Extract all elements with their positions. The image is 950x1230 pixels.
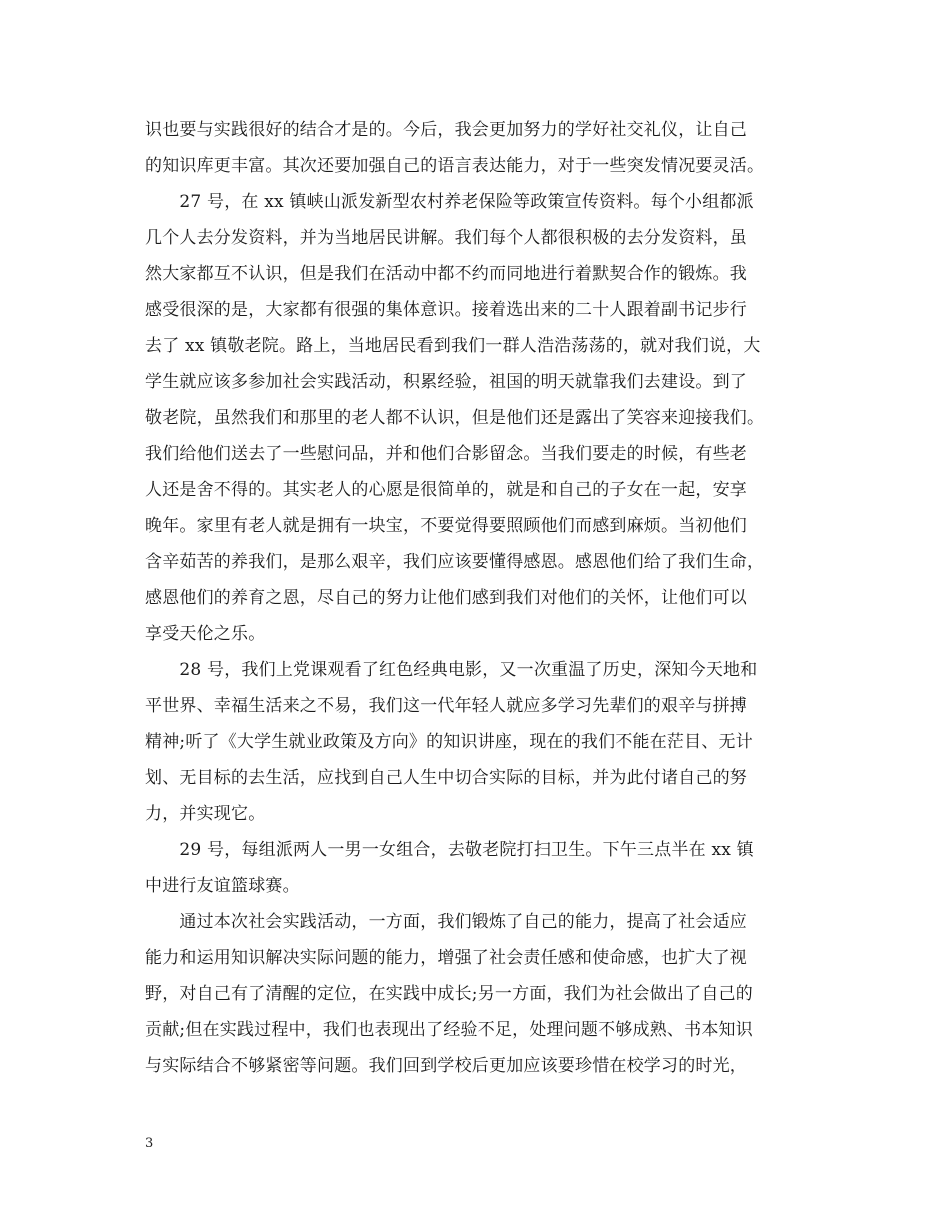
text-line: 的知识库更丰富。其次还要加强自己的语言表达能力，对于一些突发情况要灵活。 xyxy=(145,156,765,176)
text-line: 感受很深的是，大家都有很强的集体意识。接着选出来的二十人跟着副书记步行 xyxy=(145,300,747,320)
text-line: 28 号，我们上党课观看了红色经典电影，又一次重温了历史，深知今天地和 xyxy=(145,660,758,680)
text-line: 晚年。家里有老人就是拥有一块宝，不要觉得要照顾他们而感到麻烦。当初他们 xyxy=(145,516,747,536)
text-line: 敬老院，虽然我们和那里的老人都不认识，但是他们还是露出了笑容来迎接我们。 xyxy=(145,408,765,428)
text-line: 野，对自己有了清醒的定位，在实践中成长;另一方面，我们为社会做出了自己的 xyxy=(145,984,753,1004)
text-line: 贡献;但在实践过程中，我们也表现出了经验不足，处理问题不够成熟、书本知识 xyxy=(145,1020,753,1040)
text-line: 然大家都互不认识，但是我们在活动中都不约而同地进行着默契合作的锻炼。我 xyxy=(145,264,747,284)
text-line: 精神;听了《大学生就业政策及方向》的知识讲座，现在的我们不能在茫目、无计 xyxy=(145,732,753,752)
text-line: 感恩他们的养育之恩，尽自己的努力让他们感到我们对他们的关怀，让他们可以 xyxy=(145,588,747,608)
text-line: 与实际结合不够紧密等问题。我们回到学校后更加应该要珍惜在校学习的时光， xyxy=(145,1056,747,1076)
text-line: 能力和运用知识解决实际问题的能力，增强了社会责任感和使命感，也扩大了视 xyxy=(145,948,747,968)
text-line: 中进行友谊篮球赛。 xyxy=(145,876,300,896)
text-line: 去了 xx 镇敬老院。路上，当地居民看到我们一群人浩浩荡荡的，就对我们说，大 xyxy=(145,336,761,356)
text-line: 识也要与实践很好的结合才是的。今后，我会更加努力的学好社交礼仪，让自己 xyxy=(145,120,747,140)
text-line: 29 号，每组派两人一男一女组合，去敬老院打扫卫生。下午三点半在 xx 镇 xyxy=(145,840,754,860)
text-line: 划、无目标的去生活，应找到自己人生中切合实际的目标，并为此付诸自己的努 xyxy=(145,768,747,788)
text-line: 平世界、幸福生活来之不易，我们这一代年轻人就应多学习先辈们的艰辛与拼搏 xyxy=(145,696,747,716)
text-line: 力，并实现它。 xyxy=(145,804,266,824)
text-line: 几个人去分发资料，并为当地居民讲解。我们每个人都很积极的去分发资料，虽 xyxy=(145,228,747,248)
document-body xyxy=(145,112,815,1084)
text-line: 人还是舍不得的。其实老人的心愿是很简单的，就是和自己的子女在一起，安享 xyxy=(145,480,747,500)
text-line: 含辛茹苦的养我们，是那么艰辛，我们应该要懂得感恩。感恩他们给了我们生命， xyxy=(145,552,765,572)
text-line: 我们给他们送去了一些慰问品，并和他们合影留念。当我们要走的时候，有些老 xyxy=(145,444,747,464)
text-line: 27 号，在 xx 镇峡山派发新型农村养老保险等政策宣传资料。每个小组都派 xyxy=(145,192,754,212)
text-line: 享受天伦之乐。 xyxy=(145,624,266,644)
page-number: 3 xyxy=(145,1136,154,1151)
text-line: 通过本次社会实践活动，一方面，我们锻炼了自己的能力，提高了社会适应 xyxy=(145,912,747,932)
text-line: 学生就应该多参加社会实践活动，积累经验，祖国的明天就靠我们去建设。到了 xyxy=(145,372,747,392)
